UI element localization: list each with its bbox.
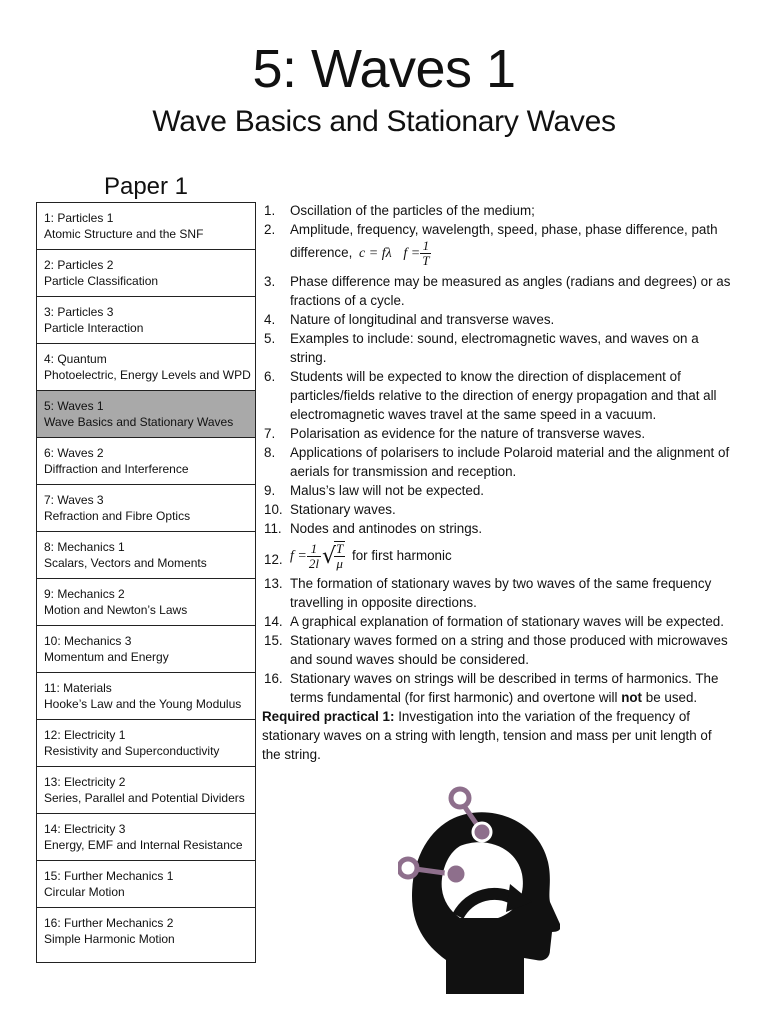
spec-text: Oscillation of the particles of the medium; (290, 203, 535, 218)
topic-item[interactable] (37, 344, 255, 391)
topic-item[interactable] (37, 767, 255, 814)
spec-number: 16. (264, 671, 283, 686)
topic-name: Diffraction and Interference (44, 461, 189, 476)
topic-name: Resistivity and Superconductivity (44, 743, 220, 758)
spec-item (262, 538, 732, 574)
spec-text: Examples to include: sound, electromagnetic waves, and waves on a string. (290, 331, 699, 365)
specification-content (262, 201, 732, 764)
topic-name: Simple Harmonic Motion (44, 931, 175, 946)
topic-name: Atomic Structure and the SNF (44, 226, 204, 241)
spec-text: for first harmonic (351, 547, 452, 563)
spec-number: 8. (264, 445, 276, 460)
topic-item[interactable] (37, 250, 255, 297)
topic-number-title: 1: Particles 1 (44, 211, 114, 225)
topic-number-title: 8: Mechanics 1 (44, 540, 125, 554)
spec-item (262, 220, 732, 268)
spec-text: Stationary waves. (290, 502, 396, 517)
topic-number-title: 7: Waves 3 (44, 493, 104, 507)
topic-item[interactable] (37, 814, 255, 861)
topic-number-title: 11: Materials (44, 681, 112, 695)
square-root-sign: √ (321, 543, 336, 569)
topic-number-title: 14: Electricity 3 (44, 822, 126, 836)
page-subtitle: Wave Basics and Stationary Waves (152, 105, 616, 138)
fraction-numerator: 1 (307, 542, 321, 557)
spec-item (262, 481, 732, 500)
fraction-denominator: T (422, 253, 430, 268)
topic-item[interactable] (37, 908, 255, 962)
spec-number: 12. (264, 552, 283, 567)
circuit-node-lower (446, 864, 466, 884)
practical-label: Required practical 1: (262, 709, 395, 724)
spec-item (262, 272, 732, 310)
spec-text: A graphical explanation of formation of stationary waves will be expected. (290, 614, 724, 629)
topic-name: Wave Basics and Stationary Waves (44, 414, 234, 429)
topic-name: Particle Classification (44, 273, 159, 288)
spec-text: Nature of longitudinal and transverse waves. (290, 312, 555, 327)
spec-emphasis: not (621, 690, 643, 705)
topic-item[interactable] (37, 438, 255, 485)
topic-number-title: 4: Quantum (44, 352, 107, 366)
frequency-equation-lhs: f = (403, 246, 421, 262)
wave-equation: c = fλ (359, 246, 392, 262)
topic-name: Hooke’s Law and the Young Modulus (44, 696, 242, 711)
spec-text: be used. (645, 690, 698, 705)
topic-number-title: 10: Mechanics 3 (44, 634, 132, 648)
topic-item-current[interactable] (37, 391, 255, 438)
spec-text: Malus’s law will not be expected. (290, 483, 485, 498)
topic-item[interactable] (37, 203, 255, 250)
topic-number-title: 9: Mechanics 2 (44, 587, 125, 601)
root-fraction (334, 541, 345, 571)
spec-number: 6. (264, 369, 276, 384)
required-practical (262, 707, 732, 764)
topic-name: Energy, EMF and Internal Resistance (44, 837, 243, 852)
spec-item (262, 310, 732, 329)
topic-name: Motion and Newton’s Laws (44, 602, 188, 617)
spec-text: The formation of stationary waves by two waves of the same frequency travelling in opposite directions. (290, 576, 712, 610)
spec-text: Polarisation as evidence for the nature of transverse waves. (290, 426, 646, 441)
head-circuit-icon (398, 784, 560, 994)
fraction-numerator: 1 (420, 239, 431, 254)
topic-number-title: 13: Electricity 2 (44, 775, 126, 789)
topic-number-title: 16: Further Mechanics 2 (44, 916, 174, 930)
spec-number: 13. (264, 576, 283, 591)
circuit-node-left (399, 859, 417, 877)
spec-number: 2. (264, 222, 276, 237)
spec-number: 7. (264, 426, 276, 441)
harmonic-fraction (307, 542, 321, 571)
spec-item (262, 367, 732, 424)
fraction-numerator: T (336, 541, 344, 556)
topic-number-title: 12: Electricity 1 (44, 728, 126, 742)
topic-item[interactable] (37, 579, 255, 626)
paper-heading: Paper 1 (103, 173, 189, 200)
spec-number: 3. (264, 274, 276, 289)
spec-item (262, 574, 732, 612)
topic-name: Circular Motion (44, 884, 125, 899)
spec-item (262, 443, 732, 481)
topic-item[interactable] (37, 532, 255, 579)
harmonic-equation-lhs: f = (290, 548, 307, 564)
topic-number-title: 2: Particles 2 (44, 258, 114, 272)
topic-name: Momentum and Energy (44, 649, 169, 664)
fraction-denominator: μ (336, 556, 343, 571)
spec-number: 4. (264, 312, 276, 327)
topic-name: Series, Parallel and Potential Dividers (44, 790, 245, 805)
spec-item (262, 424, 732, 443)
circuit-node-center (473, 823, 491, 841)
circuit-node-top (451, 789, 469, 807)
frequency-fraction (420, 239, 431, 268)
topic-number-title: 3: Particles 3 (44, 305, 114, 319)
spec-text: Nodes and antinodes on strings. (290, 521, 483, 536)
topic-item[interactable] (37, 626, 255, 673)
spec-number: 15. (264, 633, 283, 648)
spec-number: 9. (264, 483, 276, 498)
topic-list (36, 202, 256, 963)
fraction-denominator: 2l (308, 555, 319, 571)
topic-number-title: 6: Waves 2 (44, 446, 104, 460)
spec-text: Stationary waves formed on a string and those produced with microwaves and sound waves should be considered. (290, 633, 728, 667)
topic-item[interactable] (37, 485, 255, 532)
spec-text: Students will be expected to know the direction of displacement of particles/fields relative to the direction of energy propagation and that all electromagnetic waves travel at the same speed in a vacuum. (290, 369, 717, 422)
spec-text: Amplitude, frequency, wavelength, speed, phase, phase difference, path difference, (290, 222, 718, 261)
spec-item (262, 500, 732, 519)
spec-number: 11. (264, 521, 282, 536)
spec-text: Applications of polarisers to include Polaroid material and the alignment of aerials for transmission and reception. (290, 445, 730, 479)
spec-number: 14. (264, 614, 283, 629)
topic-name: Photoelectric, Energy Levels and WPD (44, 367, 251, 382)
specification-list (262, 201, 732, 707)
spec-item (262, 519, 732, 538)
topic-number-title: 5: Waves 1 (44, 399, 104, 413)
spec-item (262, 631, 732, 669)
spec-item (262, 329, 732, 367)
spec-item (262, 612, 732, 631)
topic-name: Refraction and Fibre Optics (44, 508, 191, 523)
topic-item[interactable] (37, 861, 255, 908)
spec-item (262, 669, 732, 707)
page-title: 5: Waves 1 (252, 39, 516, 99)
topic-name: Scalars, Vectors and Moments (44, 555, 207, 570)
topic-item[interactable] (37, 297, 255, 344)
practical-text: Investigation into the variation of the frequency of stationary waves on a string with length, tension and mass per unit length of the string. (262, 709, 712, 762)
topic-name: Particle Interaction (44, 320, 144, 335)
spec-item (262, 201, 732, 220)
topic-item[interactable] (37, 720, 255, 767)
spec-number: 10. (264, 502, 283, 517)
topic-item[interactable] (37, 673, 255, 720)
spec-text: Phase difference may be measured as angles (radians and degrees) or as fractions of a cycle. (290, 274, 731, 308)
spec-text: Stationary waves on strings will be described in terms of harmonics. The terms fundamental (for first harmonic) and overtone will (290, 671, 719, 705)
topic-number-title: 15: Further Mechanics 1 (44, 869, 174, 883)
spec-number: 5. (264, 331, 276, 346)
spec-number: 1. (264, 203, 276, 218)
